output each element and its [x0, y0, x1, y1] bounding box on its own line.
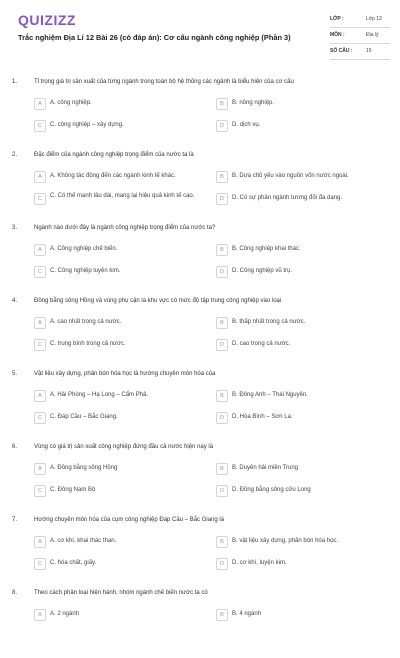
option-d[interactable] — [216, 266, 386, 280]
option-label: C. Đáp Cầu – Bắc Giang. — [50, 414, 118, 420]
option-label: A. cao nhất trong cả nước. — [50, 319, 122, 325]
option-letter-box: A — [34, 244, 46, 256]
option-letter-box: B — [216, 244, 228, 256]
option-c[interactable] — [34, 558, 204, 572]
option-letter-box: C — [34, 412, 46, 424]
question-text: Vật liệu xây dựng, phân bón hóa học là hướng chuyên môn hóa của — [34, 371, 216, 377]
option-a[interactable] — [34, 171, 204, 185]
meta-row-subject — [330, 28, 390, 44]
option-label: D. Đồng bằng sông cửu Long — [232, 487, 311, 493]
option-label: C. công nghiệp – xây dựng. — [50, 122, 124, 128]
option-d[interactable] — [216, 558, 386, 572]
option-d[interactable] — [216, 193, 386, 207]
meta-row-question-count — [330, 44, 390, 60]
question-text: Ngành nào dưới đây là ngành công nghiệp trọng điểm của nước ta? — [34, 225, 216, 231]
option-label: B. Công nghiệp khai thác. — [232, 246, 301, 252]
question-item — [0, 293, 400, 366]
option-label: B. Đông Anh – Thái Nguyên. — [232, 392, 308, 398]
option-letter-box: C — [34, 558, 46, 570]
option-c[interactable] — [34, 339, 204, 353]
question-item — [0, 585, 400, 658]
option-letter-box: D — [216, 266, 228, 278]
option-label: D. cao trong cả nước. — [232, 341, 291, 347]
option-letter-box: C — [34, 266, 46, 278]
option-c[interactable] — [34, 266, 204, 280]
option-d[interactable] — [216, 339, 386, 353]
option-label: C. trung bình trong cả nước. — [50, 341, 126, 347]
option-letter-box: B — [216, 536, 228, 548]
option-letter-box: D — [216, 120, 228, 132]
question-item — [0, 74, 400, 147]
question-number: 6. — [12, 444, 18, 450]
option-label: A. Hải Phòng – Hạ Long – Cẩm Phả. — [50, 392, 149, 398]
option-label: C. Đông Nam Bộ — [50, 487, 96, 493]
option-label: B. 4 ngành — [232, 611, 262, 617]
option-letter-box: C — [34, 120, 46, 132]
option-c[interactable] — [34, 120, 204, 134]
option-a[interactable] — [34, 244, 204, 258]
option-a[interactable] — [34, 390, 204, 404]
option-letter-box: A — [34, 390, 46, 402]
option-label: A. công nghiệp. — [50, 100, 92, 106]
option-label: D. Hòa Bình – Sơn La. — [232, 414, 293, 420]
option-label: D. Công nghiệp vũ trụ. — [232, 268, 293, 274]
option-b[interactable] — [216, 98, 386, 112]
option-a[interactable] — [34, 98, 204, 112]
option-d[interactable] — [216, 485, 386, 499]
meta-key: LỚP : — [330, 16, 344, 22]
option-letter-box: D — [216, 558, 228, 570]
question-number: 7. — [12, 517, 18, 523]
option-a[interactable] — [34, 317, 204, 331]
option-b[interactable] — [216, 390, 386, 404]
option-letter-box: A — [34, 463, 46, 475]
option-letter-box: B — [216, 317, 228, 329]
option-letter-box: D — [216, 339, 228, 351]
option-b[interactable] — [216, 536, 386, 550]
option-label: A. Công nghiệp chế biến. — [50, 246, 118, 252]
meta-key: MÔN : — [330, 32, 345, 38]
option-letter-box: A — [34, 171, 46, 183]
meta-info-panel — [330, 12, 390, 60]
meta-value: 15 — [366, 48, 372, 54]
option-label: D. cơ khí, luyện kim. — [232, 560, 287, 566]
option-letter-box: A — [34, 98, 46, 110]
question-number: 8. — [12, 590, 18, 596]
question-text: Đồng bằng sông Hồng và vùng phụ cận là khu vực có mức độ tập trung công nghiệp vào loại — [34, 298, 282, 304]
option-letter-box: D — [216, 485, 228, 497]
option-letter-box: B — [216, 171, 228, 183]
quizizz-logo: QUIZIZZ — [18, 12, 76, 28]
option-letter-box: B — [216, 609, 228, 621]
option-a[interactable] — [34, 609, 204, 623]
option-label: C. Công nghiệp luyện kim. — [50, 268, 121, 274]
question-number: 4. — [12, 298, 18, 304]
question-text: Tỉ trọng giá trị sản xuất của từng ngành trong toàn bộ hệ thống các ngành là biểu hiện của cơ cấu — [34, 79, 294, 85]
question-text: Vùng có giá trị sản xuất công nghiệp đứng đầu cả nước hiện nay là — [34, 444, 214, 450]
option-letter-box: B — [216, 390, 228, 402]
option-label: D. Có sự phân ngành tương đối đa dạng. — [232, 195, 343, 201]
option-label: B. nông nghiệp. — [232, 100, 275, 106]
option-label: B. thấp nhất trong cả nước. — [232, 319, 306, 325]
option-b[interactable] — [216, 171, 386, 185]
meta-value: Lớp 12 — [366, 16, 382, 22]
option-letter-box: D — [216, 193, 228, 205]
option-c[interactable] — [34, 412, 204, 426]
question-text: Đặc điểm của ngành công nghiệp trọng điểm của nước ta là — [34, 152, 194, 158]
meta-key: SỐ CÂU : — [330, 48, 353, 54]
option-label: B. Duyên hải miền Trung — [232, 465, 299, 471]
document-title: Trắc nghiệm Địa Lí 12 Bài 26 (có đáp án): Cơ cấu ngành công nghiệp (Phần 3) — [18, 33, 291, 42]
option-letter-box: C — [34, 485, 46, 497]
option-label: A. Đồng bằng sông Hồng — [50, 465, 118, 471]
question-number: 5. — [12, 371, 18, 377]
option-label: A. 2 ngành — [50, 611, 80, 617]
option-letter-box: A — [34, 536, 46, 548]
option-letter-box: C — [34, 193, 46, 205]
option-b[interactable] — [216, 317, 386, 331]
option-letter-box: B — [216, 98, 228, 110]
option-label: C. hóa chất, giấy. — [50, 560, 97, 566]
option-c[interactable] — [34, 485, 204, 499]
option-letter-box: C — [34, 339, 46, 351]
question-text: Hướng chuyên môn hóa của cụm công nghiệp Đáp Cầu – Bắc Giang là — [34, 517, 225, 523]
question-number: 2. — [12, 152, 18, 158]
question-item — [0, 439, 400, 512]
option-b[interactable] — [216, 609, 386, 623]
option-label: A. cơ khí, khai thác than. — [50, 538, 117, 544]
option-a[interactable] — [34, 536, 204, 550]
question-number: 1. — [12, 79, 18, 85]
option-letter-box: A — [34, 317, 46, 329]
meta-value: Địa lý — [366, 32, 379, 38]
question-item — [0, 220, 400, 293]
question-list — [0, 74, 400, 658]
option-b[interactable] — [216, 463, 386, 477]
option-d[interactable] — [216, 412, 386, 426]
option-label: C. Có thế mạnh lâu dài, mang lại hiệu quả kinh tế cao. — [50, 193, 195, 199]
option-letter-box: A — [34, 609, 46, 621]
question-item — [0, 366, 400, 439]
option-letter-box: D — [216, 412, 228, 424]
option-c[interactable] — [34, 193, 204, 207]
document-header — [0, 0, 400, 64]
question-item — [0, 512, 400, 585]
option-b[interactable] — [216, 244, 386, 258]
option-label: A. Không tác động đến các ngành kinh tế khác. — [50, 173, 176, 179]
question-text: Theo cách phân loại hiện hành, nhóm ngành chế biến nước ta có — [34, 590, 208, 596]
option-d[interactable] — [216, 120, 386, 134]
meta-row-grade — [330, 12, 390, 28]
question-item — [0, 147, 400, 220]
question-number: 3. — [12, 225, 18, 231]
option-label: D. dịch vụ. — [232, 122, 261, 128]
option-letter-box: B — [216, 463, 228, 475]
option-a[interactable] — [34, 463, 204, 477]
option-label: B. Dựa chủ yếu vào nguồn vốn nước ngoài. — [232, 173, 349, 179]
option-label: B. vật liệu xây dựng, phân bón hóa học. — [232, 538, 339, 544]
